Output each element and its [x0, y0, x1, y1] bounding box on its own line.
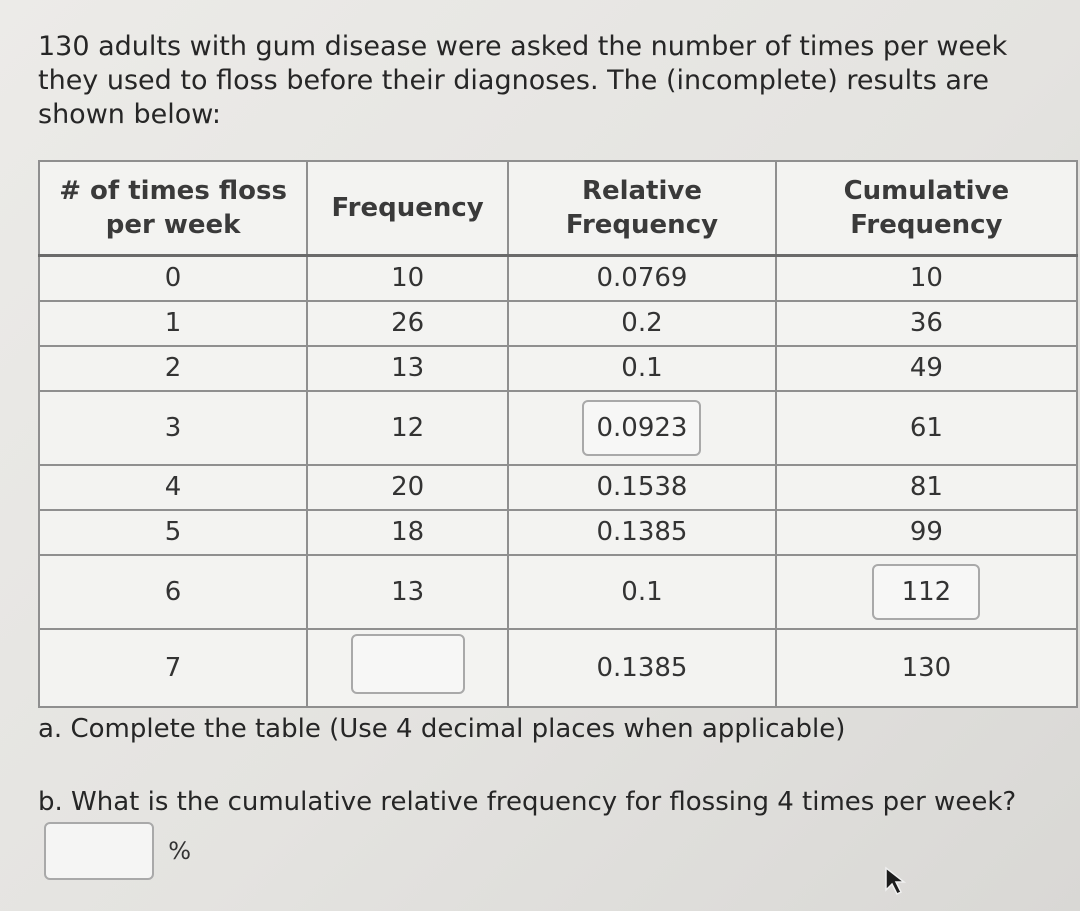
frequency-cell: 13 — [307, 346, 508, 391]
times-cell: 2 — [39, 346, 307, 391]
question-b-text: b. What is the cumulative relative frequency for flossing 4 times per week? — [38, 787, 1017, 817]
relative-frequency-cell: 0.1385 — [508, 510, 776, 555]
table-row — [39, 555, 1077, 629]
relative-frequency-cell: 0.2 — [508, 301, 776, 346]
cumulative-frequency-input[interactable]: 112 — [872, 564, 980, 620]
cumulative-frequency-cell: 10 — [776, 256, 1077, 301]
cumulative-frequency-cell: 81 — [776, 465, 1077, 510]
relative-frequency-cell: 0.0769 — [508, 256, 776, 301]
table-row — [39, 465, 1077, 510]
frequency-cell: 20 — [307, 465, 508, 510]
header-relative-frequency: Relative Frequency — [508, 161, 776, 256]
times-cell: 0 — [39, 256, 307, 301]
frequency-cell: 12 — [307, 391, 508, 465]
frequency-cell: 26 — [307, 301, 508, 346]
frequency-cell: 13 — [307, 555, 508, 629]
cumulative-frequency-cell: 36 — [776, 301, 1077, 346]
mouse-pointer-icon — [884, 866, 910, 900]
times-cell: 7 — [39, 629, 307, 707]
frequency-table — [38, 160, 1078, 708]
question-a: a. Complete the table (Use 4 decimal places when applicable) — [38, 714, 846, 744]
relative-frequency-input[interactable]: 0.0923 — [582, 400, 701, 456]
table-row — [39, 629, 1077, 707]
header-times-floss: # of times floss per week — [39, 161, 307, 256]
times-cell: 4 — [39, 465, 307, 510]
times-cell: 1 — [39, 301, 307, 346]
table-row — [39, 301, 1077, 346]
cumulative-frequency-cell: 49 — [776, 346, 1077, 391]
times-cell: 5 — [39, 510, 307, 555]
frequency-cell — [307, 629, 508, 707]
relative-frequency-cell: 0.1385 — [508, 629, 776, 707]
relative-frequency-cell — [508, 391, 776, 465]
relative-frequency-cell: 0.1 — [508, 346, 776, 391]
table-row — [39, 346, 1077, 391]
problem-statement: 130 adults with gum disease were asked the number of times per week they used to floss before their diagnoses. The (incomplete) results are shown below: — [38, 31, 1008, 130]
cumulative-frequency-cell: 99 — [776, 510, 1077, 555]
table-row — [39, 256, 1077, 301]
table-row — [39, 510, 1077, 555]
times-cell: 3 — [39, 391, 307, 465]
frequency-cell: 18 — [307, 510, 508, 555]
frequency-cell: 10 — [307, 256, 508, 301]
header-frequency: Frequency — [307, 161, 508, 256]
percent-unit: % — [168, 837, 192, 865]
times-cell: 6 — [39, 555, 307, 629]
cumulative-frequency-cell — [776, 555, 1077, 629]
cumulative-relative-frequency-input[interactable] — [44, 822, 154, 880]
table-row — [39, 391, 1077, 465]
relative-frequency-cell: 0.1538 — [508, 465, 776, 510]
frequency-input[interactable] — [351, 634, 465, 694]
question-b — [38, 782, 1018, 880]
relative-frequency-cell: 0.1 — [508, 555, 776, 629]
table-header-row — [39, 161, 1077, 256]
header-cumulative-frequency: Cumulative Frequency — [776, 161, 1077, 256]
cumulative-frequency-cell: 61 — [776, 391, 1077, 465]
cumulative-frequency-cell: 130 — [776, 629, 1077, 707]
